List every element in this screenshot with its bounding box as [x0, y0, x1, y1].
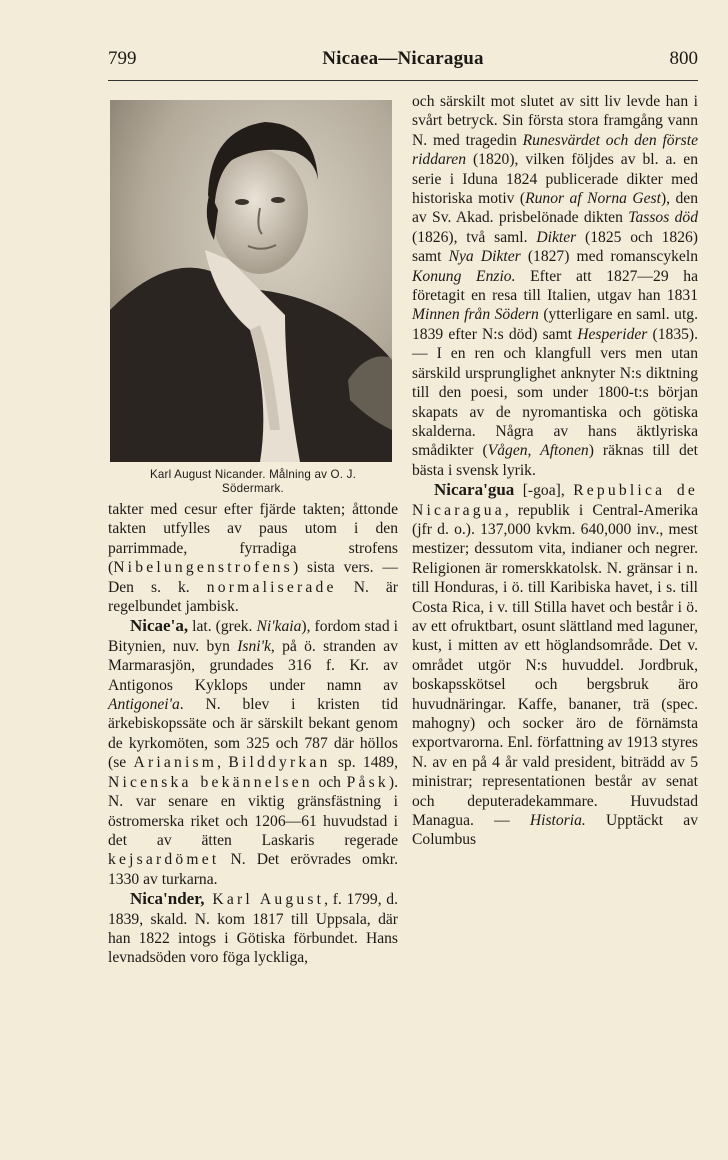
text-run: lat. (grek.: [188, 618, 257, 636]
italic-title: Runesvärdet och den förste riddaren: [412, 131, 698, 169]
italic-term: Isni'k: [237, 637, 271, 655]
headword: Nica'nder,: [130, 889, 205, 909]
italic-title: Hesperider: [577, 325, 648, 343]
headword: Nicae'a,: [130, 616, 189, 636]
page-number-left: 799: [108, 48, 137, 69]
text-run: N. Det erövrades omkr. 1330 av turkarna.: [108, 851, 398, 888]
caption-line-2: Södermark.: [222, 482, 284, 495]
text-run: , f. 1799, d. 1839, skald. N. kom 1817 till Uppsala, där han 1822 intogs i Götiska förbundet. Hans levnadsöden voro föga lyckliga,: [108, 891, 398, 967]
text-run: ), den av Sv. Akad. prisbelönade dikten: [412, 190, 698, 227]
page-number-right: 800: [669, 48, 698, 69]
text-run: , republik i Central-Amerika (jfr d. o.). 137,000 kvkm. 640,000 inv., mest mestizer; dessutom vita, indianer och negrer. Religionen är romerskkatolsk. N. gränsar i n. till Honduras, i ö. till Karibiska havet, i s. till Costa Rica, i v. till Stilla havet och består i ö. av ett ofruktbart, osunt slättland med laguner, kust, i mitten av ett höglandsområde. Det v. området utgör N:s huvuddel. Jordbruk, boskapsskötsel och bergsbruk äro huvudnäringar. Kaffe, bananer, trä (spec. mahogny) och socker äro de förnämsta exportvarorna. Enl. författning av 1913 styres N. av en på 4 år vald president, biträdd av 5 ministrar; representationen består av senat och deputeradekammare. Huvudstad Managua. —: [412, 501, 698, 830]
text-run: (1827) med romanscykeln: [520, 248, 698, 266]
text-run: [-goa],: [514, 482, 574, 500]
text-run: och: [312, 773, 347, 791]
text-run: ) räknas till det bästa i svensk lyrik.: [412, 442, 699, 479]
cross-reference: Bilddyrkan: [228, 754, 331, 772]
text-run: (1826), två saml.: [412, 228, 537, 246]
text-run: (1820), vilken följdes av bl. a. en serie i Iduna 1824 publicerade dikter med historiska motiv (: [412, 151, 698, 208]
text-run: N. är regelbundet jambisk.: [108, 578, 398, 616]
entry-nicaea: [108, 616, 398, 889]
italic-term: Antigonei'a: [108, 696, 180, 714]
entry-nicander-continued: [412, 92, 698, 480]
text-run: . N. blev i kristen tid ärkebiskopssäte och är särskilt bekant genom de kyrkomöten, som 325 och 787 där höllos (se: [108, 696, 398, 772]
italic-title: Dikter: [536, 228, 577, 246]
italic-title: Minnen från Södern: [412, 306, 539, 324]
spaced-term: kejsardömet: [108, 851, 220, 869]
portrait-illustration: [110, 100, 392, 462]
text-run: och särskilt mot slutet av sitt liv levde han i svårt betryck. Sin första stora framgång vann N. med tragedin: [412, 93, 698, 149]
verse-paragraph: [108, 500, 398, 616]
entry-nicaragua: [412, 480, 698, 850]
text-run: Upptäckt av Columbus: [412, 812, 698, 849]
portrait-caption: [108, 468, 398, 496]
entry-nicander: [108, 889, 398, 968]
page-title: Nicaea—Nicaragua: [322, 48, 484, 69]
text-run: ) sista vers. — Den s. k.: [108, 559, 398, 596]
left-column: [108, 92, 398, 968]
text-run: ,: [217, 754, 229, 772]
page-header: [108, 48, 698, 78]
headword: Nicara'gua: [434, 480, 515, 500]
text-run: sp. 1489,: [330, 754, 398, 772]
text-run: ), fordom stad i Bitynien, nuv. byn: [108, 618, 398, 655]
spaced-term: Nibelungenstrofens: [113, 559, 293, 577]
cross-reference: Arianism: [133, 754, 218, 772]
text-run: Efter att 1827—29 ha företagit en resa till Italien, utgav han 1831: [412, 267, 698, 305]
text-run: ). N. var senare en viktig gränsfästning i östromerska riket och 1206—61 huvudstad i det av ätten Laskaris regerade: [108, 773, 398, 849]
right-column: [412, 92, 698, 850]
italic-title: Vågen, Aftonen: [487, 442, 589, 460]
portrait-image: [110, 100, 392, 462]
text-run: (1825 och 1826) samt: [412, 228, 698, 266]
italic-title: Konung Enzio.: [412, 267, 516, 285]
cross-reference: Påsk: [346, 773, 389, 791]
cross-reference: Nicenska bekännelsen: [108, 773, 313, 791]
header-rule: [108, 80, 698, 81]
section-label: Historia.: [529, 812, 586, 830]
italic-term: Ni'kaia: [256, 618, 302, 636]
caption-line-1: Karl August Nicander. Målning av O. J.: [149, 468, 357, 481]
spaced-term: Karl August: [204, 891, 325, 909]
spaced-term: Republica de Nicaragua: [412, 482, 698, 519]
italic-title: Runor af Norna Gest: [525, 190, 661, 208]
text-run: (ytterligare en saml. utg. 1839 efter N:s död) samt: [412, 306, 698, 343]
text-run: (1835). — I en ren och klangfull vers men utan särskild ursprunglighet anknyter N:s diktning till den poesi, som under 1800-t:s början skapats av de nyromantiska och götiska skalderna. Några av hans äktlyriska smådikter (: [412, 325, 698, 460]
italic-title: Tassos död: [628, 209, 698, 227]
text-run: takter med cesur efter fjärde takten; åttonde takten utfylles av paus utom i den parrimmade, fyrradiga strofens (: [108, 501, 398, 577]
spaced-term: normaliserade: [206, 578, 337, 596]
text-run: , på ö. stranden av Marmarasjön, grundades 316 f. Kr. av Antigonos Kyklops under namn av: [108, 637, 398, 694]
italic-title: Nya Dikter: [448, 248, 521, 266]
